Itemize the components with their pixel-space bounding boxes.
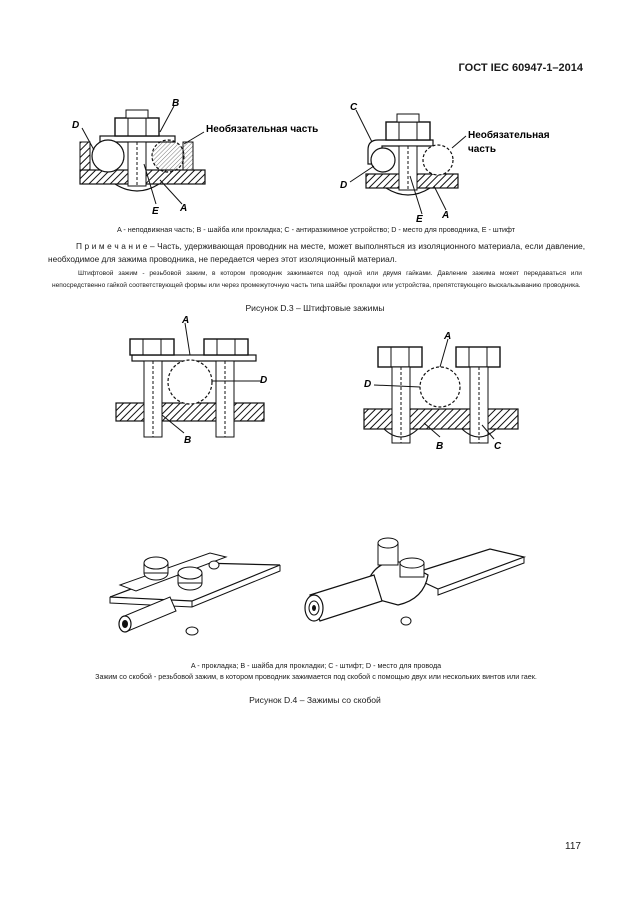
- label-e: E: [416, 214, 423, 225]
- label-nonmandatory: Необязательная часть: [206, 124, 319, 135]
- label-e: E: [152, 206, 159, 217]
- figure-d3-legend: A - неподвижная часть; B - шайба или прокладка; C - антиразжимное устройство; D - место для проводника, E - штифт: [116, 225, 516, 234]
- label-b: B: [436, 441, 444, 452]
- figure-d4-definition: Зажим со скобой - резьбовой зажим, в котором проводник зажимается под скобой с помощью двух или нескольких винтов или гаек.: [95, 672, 537, 681]
- label-b: B: [172, 98, 180, 109]
- pillar-terminal-diagram-left: [60, 92, 340, 222]
- label-a: A: [442, 210, 450, 221]
- label-d: D: [340, 180, 348, 191]
- label-b: B: [184, 435, 192, 446]
- figure-d3-note: П р и м е ч а н и е – Часть, удерживающая проводник на месте, может выполняться из изоляционного материала, если давление, необходимое для зажима проводника, не передается через этот изоляционный материал.: [48, 241, 585, 264]
- saddle-terminal-diagram-right: [298, 535, 533, 635]
- figure-d4-legend: A - прокладка; B - шайба для прокладки; C - штифт; D - место для провода: [190, 661, 442, 670]
- label-a: A: [182, 315, 190, 326]
- figure-d4-title: Рисунок D.4 – Зажимы со скобой: [249, 695, 381, 705]
- page-number: 117: [565, 841, 581, 852]
- label-d: D: [260, 375, 268, 386]
- figure-d3-definition: Штифтовой зажим - резьбовой зажим, в котором проводник зажимается под одной или двумя гайками. Давление зажима может передаваться или непосредственно гайкой соответствующей формы или через промежуточную часть типа шайбы прокладки или устройства, препятствующего выскальзыванию проводника.: [52, 270, 582, 289]
- standard-code: ГОСТ IEC 60947-1–2014: [458, 62, 583, 74]
- pillar-terminal-diagram-right: [338, 98, 578, 228]
- label-nonmandatory-1: Необязательная: [468, 130, 550, 141]
- label-d: D: [364, 379, 372, 390]
- stud-terminal-diagram-left: [112, 315, 272, 455]
- figure-d3-title: Рисунок D.3 – Штифтовые зажимы: [245, 303, 385, 313]
- label-a: A: [180, 203, 188, 214]
- label-c: C: [494, 441, 502, 452]
- stud-terminal-diagram-right: [360, 325, 530, 460]
- label-d: D: [72, 120, 80, 131]
- label-nonmandatory-2: часть: [468, 144, 496, 155]
- label-c: C: [350, 102, 358, 113]
- saddle-terminal-diagram-left: [100, 535, 290, 645]
- label-a: A: [444, 331, 452, 342]
